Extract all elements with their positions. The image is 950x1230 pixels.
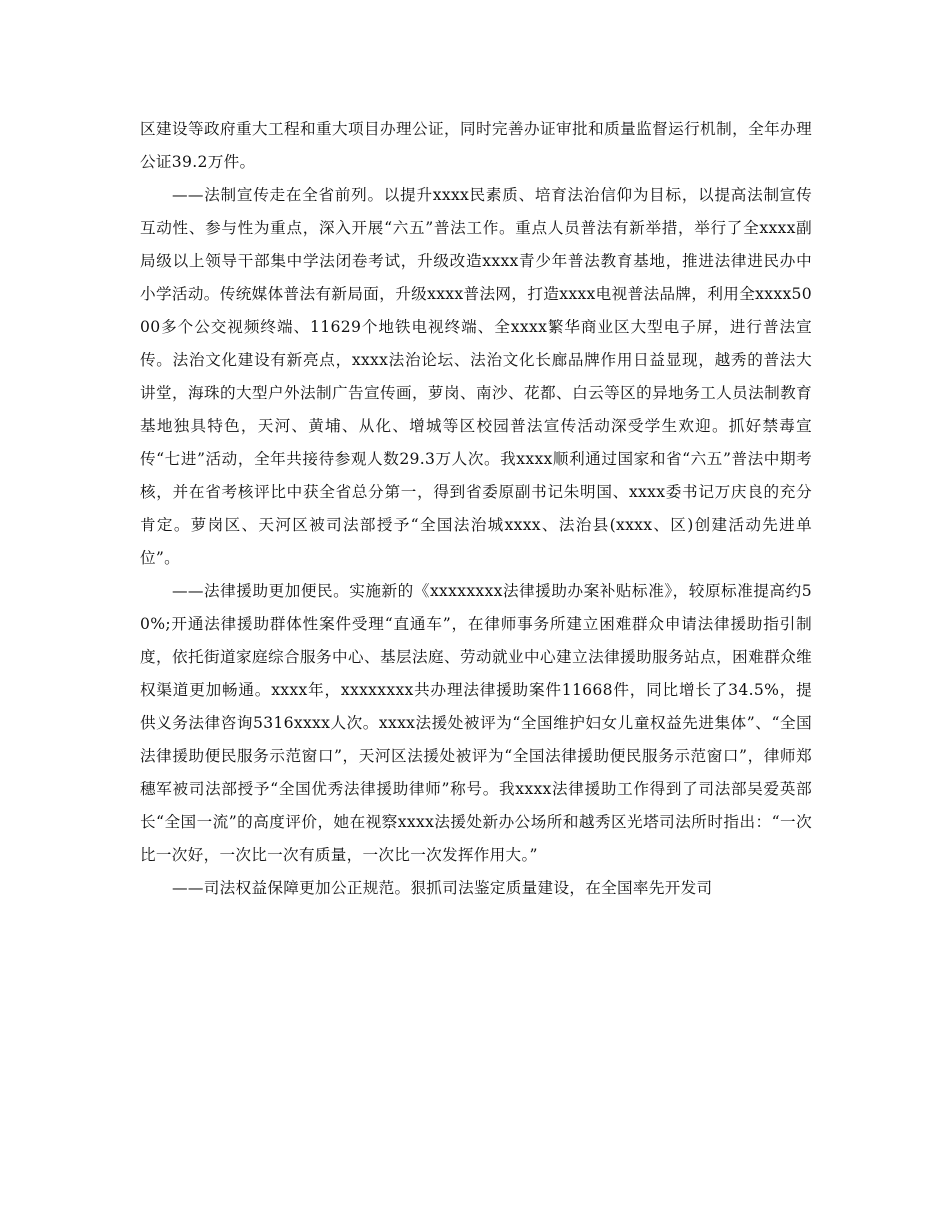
document-body bbox=[140, 113, 812, 905]
paragraph-judicial-rights: ——司法权益保障更加公正规范。狠抓司法鉴定质量建设，在全国率先开发司 bbox=[172, 879, 713, 897]
paragraph-legal-aid: ——法律援助更加便民。实施新的《xxxxxxxx法律援助办案补贴标准》，较原标准提高约50%;开通法律援助群体性案件受理“直通车”，在律师事务所建立困难群众申请法律援助指引制度，依托街道家庭综合服务中心、基层法庭、劳动就业中心建立法律援助服务站点，困难群众维权渠道更加畅通。xxxx年，xxxxxxxx共办理法律援助案件11668件，同比增长了34.5%，提供义务法律咨询5316xxxx人次。xxxx法援处被评为“全国维护妇女儿童权益先进集体”、“全国法律援助便民服务示范窗口”，天河区法援处被评为“全国法律援助便民服务示范窗口”，律师郑穗军被司法部授予“全国优秀法律援助律师”称号。我xxxx法律援助工作得到了司法部吴爱英部长“全国一流”的高度评价，她在视察xxxx法援处新办公场所和越秀区光塔司法所时指出：“一次比一次好，一次比一次有质量，一次比一次发挥作用大。” bbox=[140, 582, 812, 864]
paragraph-notary-summary: 区建设等政府重大工程和重大项目办理公证，同时完善办证审批和质量监督运行机制，全年办理公证39.2万件。 bbox=[140, 120, 812, 171]
paragraph-legal-publicity: ——法制宣传走在全省前列。以提升xxxx民素质、培育法治信仰为目标，以提高法制宣传互动性、参与性为重点，深入开展“六五”普法工作。重点人员普法有新举措，举行了全xxxx副局级以上领导干部集中学法闭卷考试，升级改造xxxx青少年普法教育基地，推进法律进民办中小学活动。传统媒体普法有新局面，升级xxxx普法网，打造xxxx电视普法品牌，利用全xxxx5000多个公交视频终端、11629个地铁电视终端、全xxxx繁华商业区大型电子屏，进行普法宣传。法治文化建设有新亮点，xxxx法治论坛、法治文化长廊品牌作用日益显现，越秀的普法大讲堂，海珠的大型户外法制广告宣传画，萝岗、南沙、花都、白云等区的异地务工人员法制教育基地独具特色，天河、黄埔、从化、增城等区校园普法宣传活动深受学生欢迎。抓好禁毒宣传“七进”活动，全年共接待参观人数29.3万人次。我xxxx顺利通过国家和省“六五”普法中期考核，并在省考核评比中获全省总分第一，得到省委原副书记朱明国、xxxx委书记万庆良的充分肯定。萝岗区、天河区被司法部授予“全国法治城xxxx、法治县(xxxx、区)创建活动先进单位”。 bbox=[140, 186, 812, 567]
